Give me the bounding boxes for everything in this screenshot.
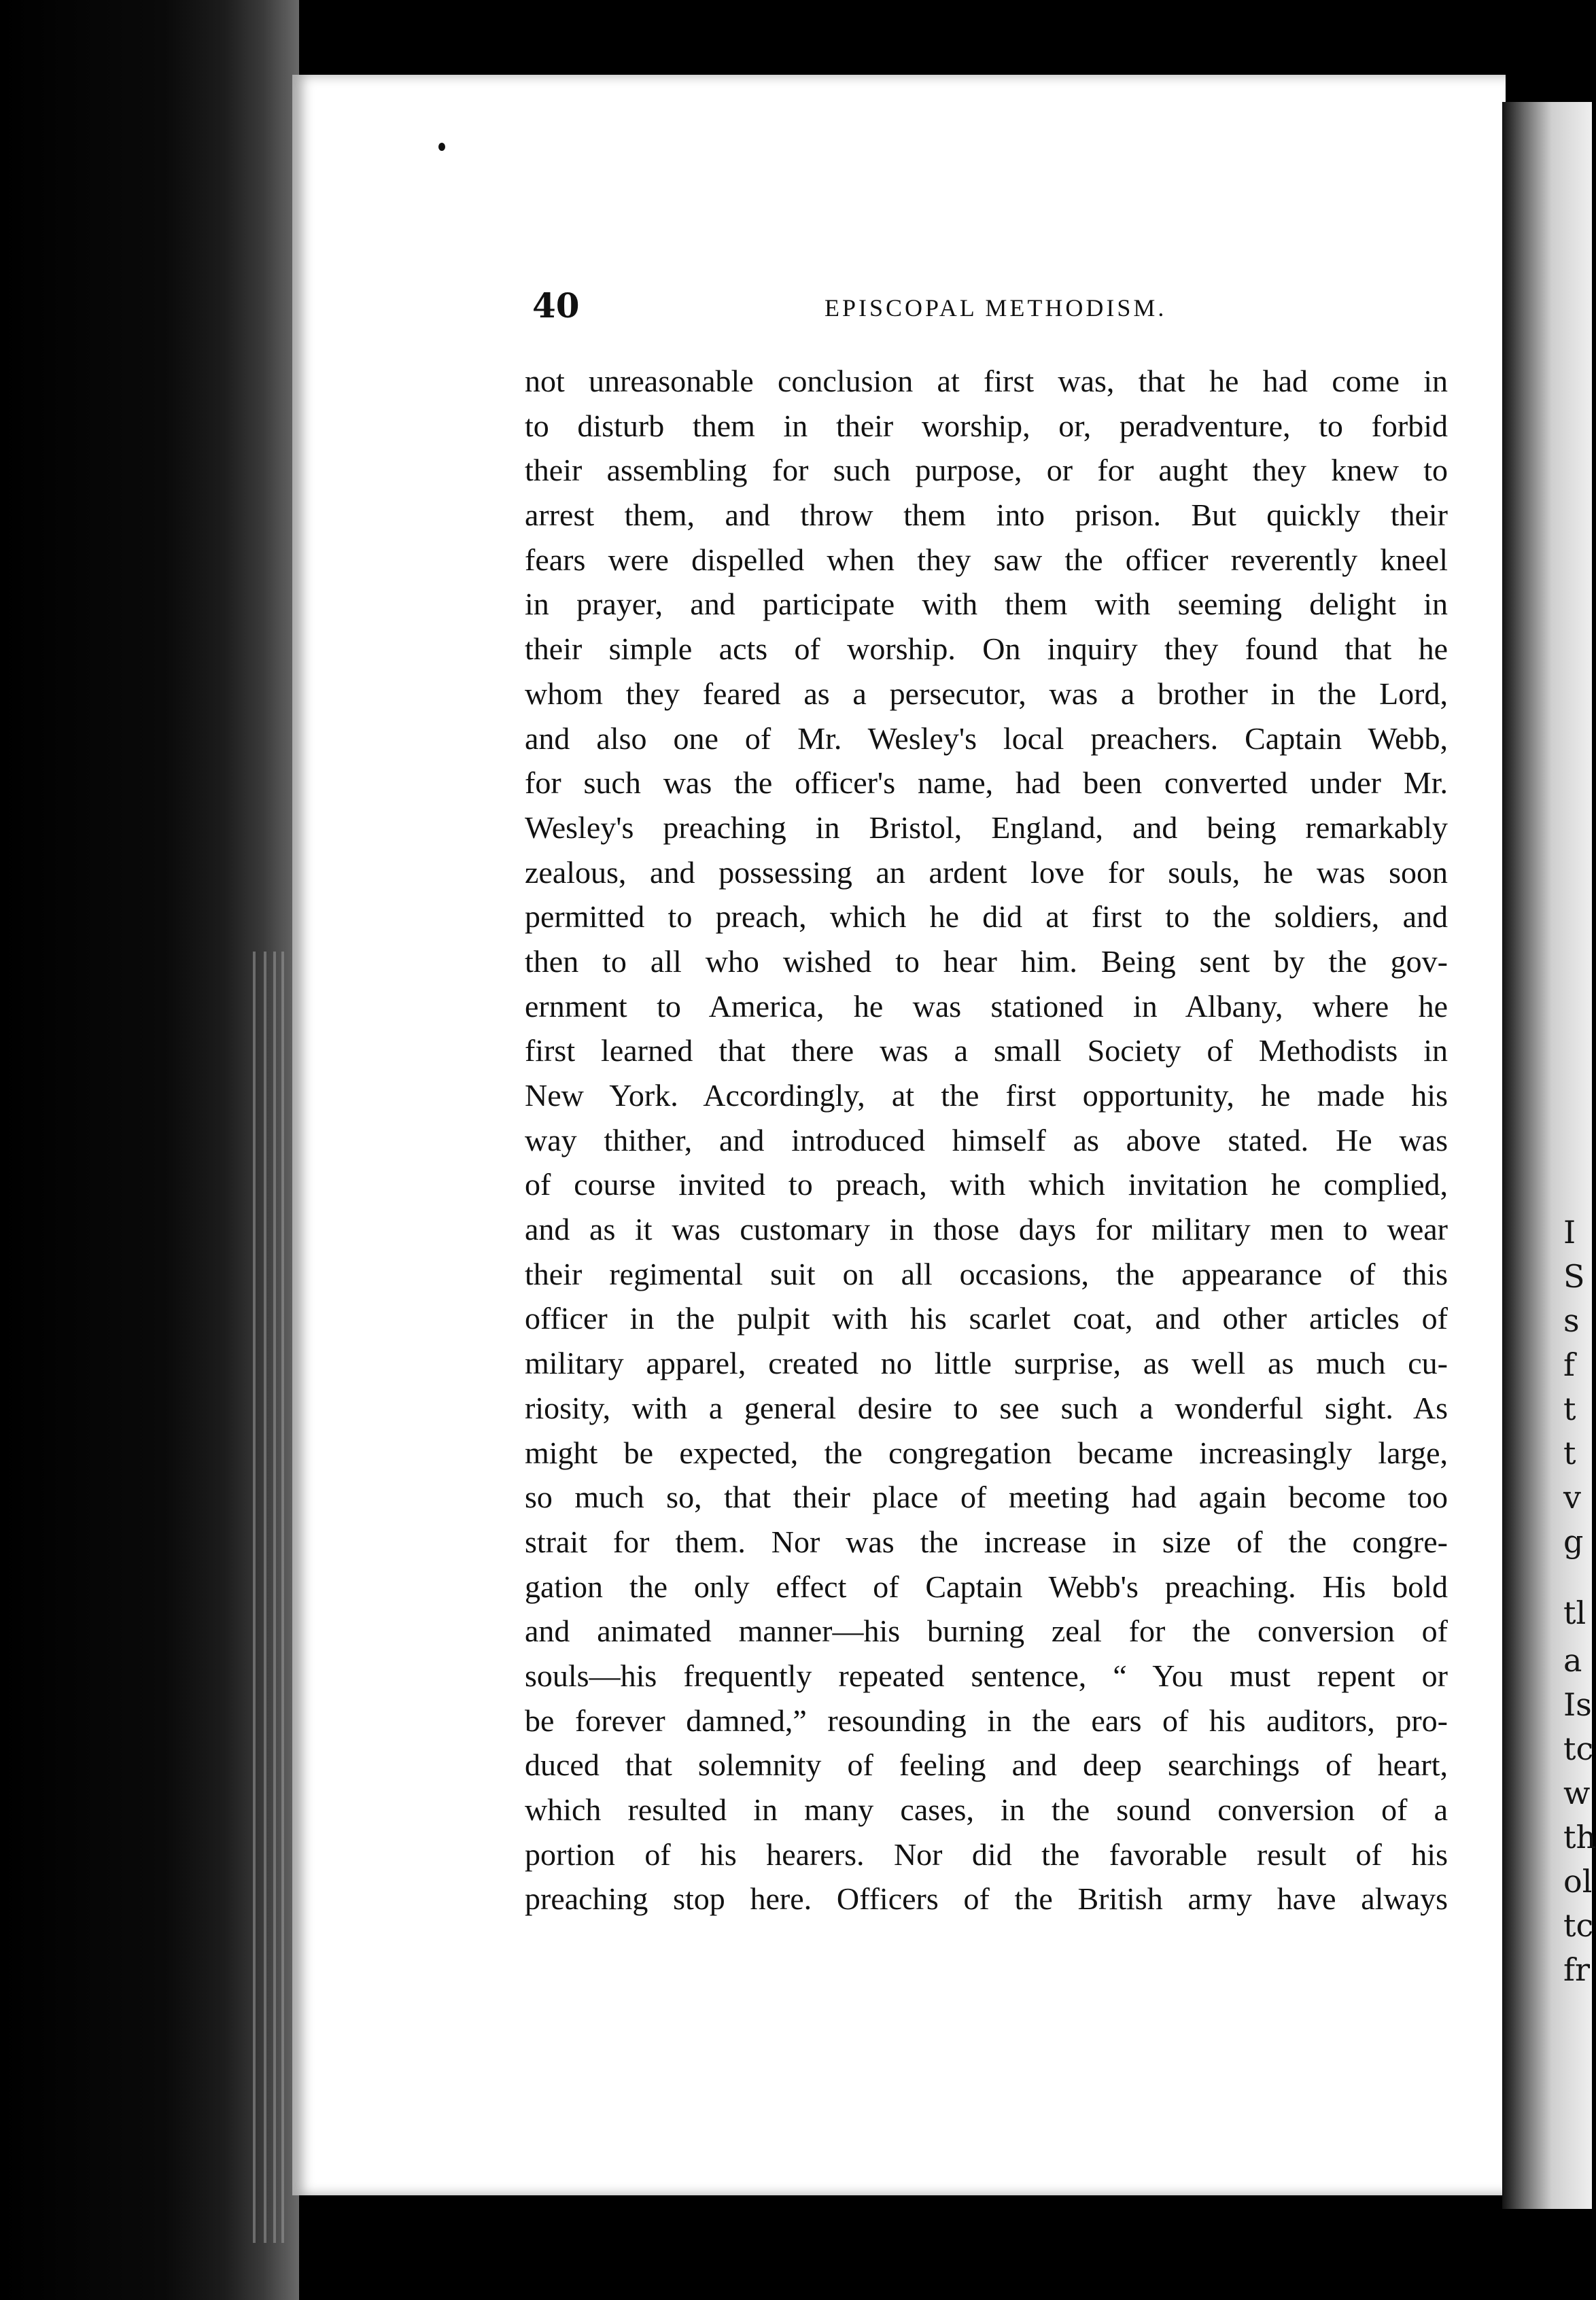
text-line: gation the only effect of Captain Webb's preaching. His bold — [525, 1569, 1448, 1604]
next-page-fragment: tc — [1563, 1730, 1594, 1767]
next-page-fragment: a — [1563, 1642, 1582, 1679]
text-line: and animated manner—his burning zeal for the conversion of — [525, 1614, 1448, 1649]
running-head — [532, 285, 1450, 326]
next-page-fragment: tl — [1563, 1595, 1586, 1631]
text-line: portion of his hearers. Nor did the favorable result of his — [525, 1836, 1448, 1872]
text-line: way thither, and introduced himself as above stated. He was — [525, 1122, 1448, 1157]
text-line: ernment to America, he was stationed in Albany, where he — [525, 988, 1448, 1024]
text-line: be forever damned,” resounding in the ears of his auditors, pro- — [525, 1703, 1448, 1738]
text-line: so much so, that their place of meeting had again become too — [525, 1480, 1448, 1515]
next-page-fragment: t — [1563, 1435, 1576, 1471]
running-title: EPISCOPAL METHODISM. — [825, 294, 1167, 321]
next-page-fragment: tc — [1563, 1907, 1594, 1944]
text-line: of course invited to preach, with which invitation he complied, — [525, 1167, 1448, 1202]
next-page-edge — [1502, 102, 1596, 2209]
next-page-fragment: th — [1563, 1819, 1596, 1855]
next-page-fragment: I — [1563, 1214, 1576, 1251]
text-line: permitted to preach, which he did at first to the soldiers, and — [525, 899, 1448, 935]
text-line: souls—his frequently repeated sentence, “ You must repent or — [525, 1658, 1448, 1693]
text-line: not unreasonable conclusion at first was, that he had come in — [525, 364, 1448, 398]
text-line: officer in the pulpit with his scarlet coat, and other articles of — [525, 1301, 1448, 1336]
page-edge-stripe — [253, 952, 256, 2243]
text-line: zealous, and possessing an ardent love for souls, he was soon — [525, 854, 1448, 890]
text-line: and as it was customary in those days for military men to wear — [525, 1212, 1448, 1247]
text-line: their simple acts of worship. On inquiry they found that he — [525, 631, 1448, 667]
text-line: first learned that there was a small Society of Methodists in — [525, 1033, 1448, 1068]
text-line: strait for them. Nor was the increase in size of the congre- — [525, 1524, 1448, 1559]
text-line: riosity, with a general desire to see such a wonderful sight. As — [525, 1390, 1448, 1425]
body-text — [525, 359, 1448, 1921]
page-edge-stripe — [264, 952, 266, 2243]
text-line: preaching stop here. Officers of the British army have always — [525, 1881, 1448, 1917]
text-line: for such was the officer's name, had been converted under Mr. — [525, 765, 1448, 801]
book-binding-edge — [0, 0, 299, 2300]
text-line: might be expected, the congregation became increasingly large, — [525, 1435, 1448, 1470]
text-line: whom they feared as a persecutor, was a brother in the Lord, — [525, 676, 1448, 711]
text-line: in prayer, and participate with them with seeming delight in — [525, 587, 1448, 622]
next-page-fragment: t — [1563, 1391, 1576, 1427]
next-page-fragment: ol — [1563, 1863, 1593, 1900]
next-page-fragment: w — [1563, 1775, 1591, 1811]
text-line: military apparel, created no little surprise, as well as much cu- — [525, 1346, 1448, 1381]
text-line: to disturb them in their worship, or, peradventure, to forbid — [525, 408, 1448, 443]
text-line: which resulted in many cases, in the sound conversion of a — [525, 1792, 1448, 1827]
page-edge-stripe — [273, 952, 276, 2243]
text-line: Wesley's preaching in Bristol, England, and being remarkably — [525, 809, 1448, 845]
next-page-fragment: v — [1563, 1479, 1581, 1516]
next-page-fragment: S — [1563, 1258, 1585, 1295]
next-page-fragment: fr — [1563, 1951, 1591, 1988]
text-line: arrest them, and throw them into prison. But quickly their — [525, 498, 1448, 533]
page-edge-stripe — [281, 952, 284, 2243]
page-number: 40 — [532, 285, 580, 326]
text-line: and also one of Mr. Wesley's local preachers. Captain Webb, — [525, 720, 1448, 756]
next-page-fragment: g — [1563, 1523, 1584, 1560]
text-line: then to all who wished to hear him. Being sent by the gov- — [525, 943, 1448, 979]
next-page-fragment: Is — [1563, 1686, 1592, 1723]
text-line: their regimental suit on all occasions, the appearance of this — [525, 1256, 1448, 1291]
text-line: their assembling for such purpose, or for aught they knew to — [525, 453, 1448, 488]
next-page-fragment: f — [1563, 1346, 1576, 1383]
text-line: New York. Accordingly, at the first opportunity, he made his — [525, 1078, 1448, 1113]
text-line: duced that solemnity of feeling and deep searchings of heart, — [525, 1747, 1448, 1783]
text-line: fears were dispelled when they saw the officer reverently kneel — [525, 542, 1448, 577]
ink-speck — [438, 143, 445, 151]
next-page-fragment: s — [1563, 1302, 1580, 1339]
